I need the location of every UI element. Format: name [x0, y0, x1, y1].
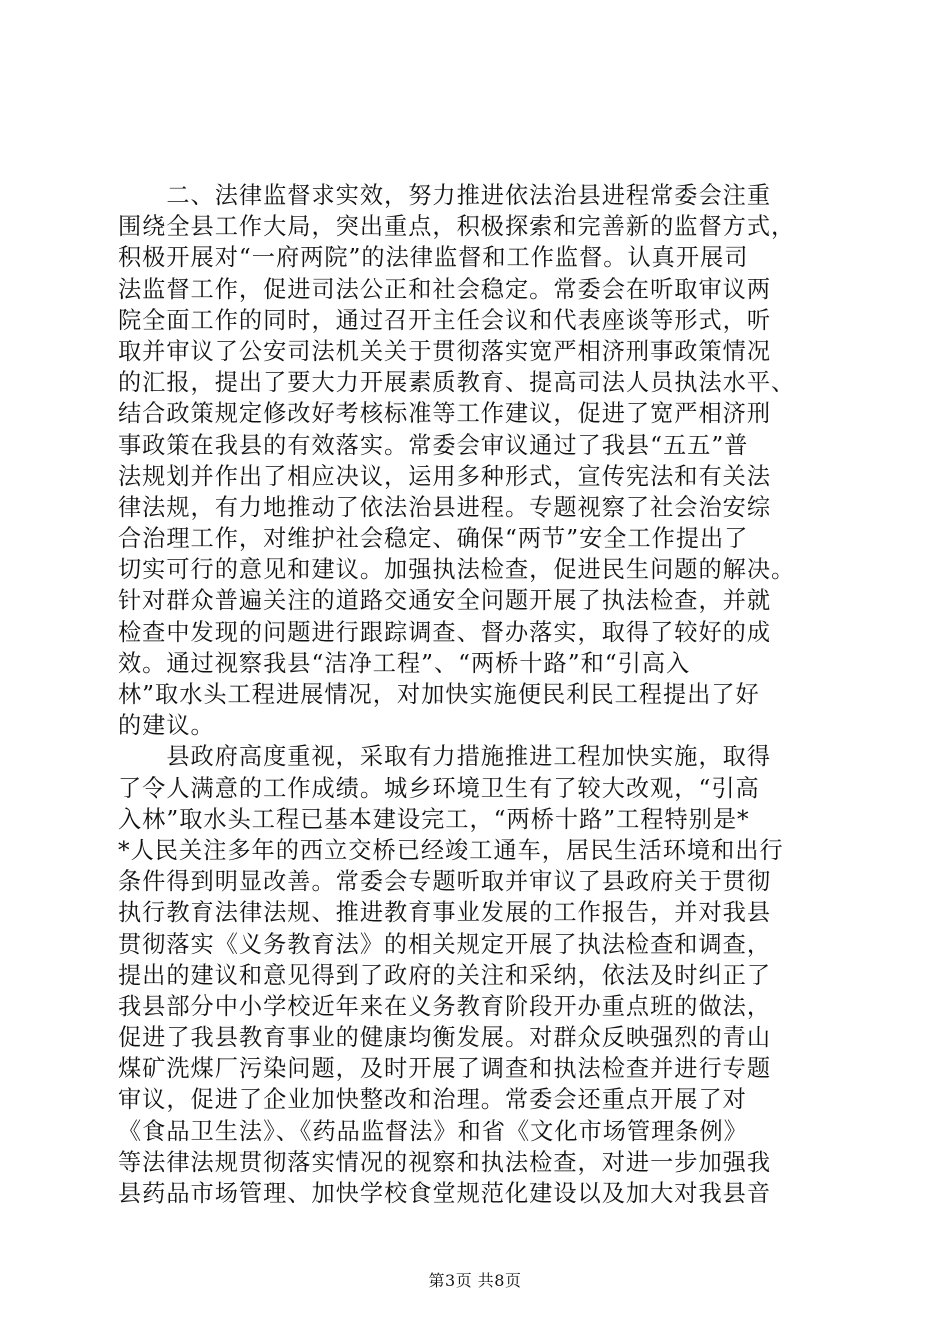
text-line: 律法规，有力地推动了依法治县进程。专题视察了社会治安综: [118, 493, 772, 521]
text-line: 提出的建议和意见得到了政府的关注和采纳，依法及时纠正了: [118, 961, 772, 989]
text-line: 我县部分中小学校近年来在义务教育阶段开办重点班的做法，: [118, 992, 772, 1020]
text-line: 检查中发现的问题进行跟踪调查、督办落实，取得了较好的成: [118, 618, 772, 646]
text-line: 效。通过视察我县“洁净工程”、“两桥十路”和“引高入: [118, 649, 691, 677]
text-line: 煤矿洗煤厂污染问题，及时开展了调查和执法检查并进行专题: [118, 1055, 772, 1083]
text-line: 积极开展对“一府两院”的法律监督和工作监督。认真开展司: [118, 244, 749, 272]
text-line: 条件得到明显改善。常委会专题听取并审议了县政府关于贯彻: [118, 868, 772, 896]
text-line: 等法律法规贯彻落实情况的视察和执法检查，对进一步加强我: [118, 1148, 772, 1176]
text-line: 审议，促进了企业加快整改和治理。常委会还重点开展了对: [118, 1086, 747, 1114]
text-line: 事政策在我县的有效落实。常委会审议通过了我县“五五”普: [118, 431, 749, 459]
text-line: 县药品市场管理、加快学校食堂规范化建设以及加大对我县音: [118, 1180, 772, 1207]
text-line: 林”取水头工程进展情况，对加快实施便民利民工程提出了好: [118, 681, 760, 708]
text-line: *人民关注多年的西立交桥已经竣工通车，居民生活环境和出行: [118, 836, 784, 864]
page-footer: [0, 1268, 950, 1291]
text-line: 执行教育法律法规、推进教育事业发展的工作报告，并对我县: [118, 899, 772, 927]
text-line: 贯彻落实《义务教育法》的相关规定开展了执法检查和调查，: [118, 930, 772, 958]
text-line: 的汇报，提出了要大力开展素质教育、提高司法人员执法水平、: [118, 369, 796, 397]
text-line: 针对群众普遍关注的道路交通安全问题开展了执法检查，并就: [118, 587, 772, 615]
text-line: 入林”取水头工程已基本建设完工，“两桥十路”工程特别是*: [118, 805, 750, 833]
body-text: [118, 180, 838, 1209]
text-line: 了令人满意的工作成绩。城乡环境卫生有了较大改观，“引高: [118, 774, 760, 802]
text-line: 《食品卫生法》、《药品监督法》和省《文化市场管理条例》: [118, 1117, 748, 1145]
page-number: 第3页 共8页: [428, 1271, 522, 1290]
text-line: 二、法律监督求实效，努力推进依法治县进程常委会注重: [118, 182, 772, 209]
text-line: 切实可行的意见和建议。加强执法检查，促进民生问题的解决。: [118, 556, 796, 584]
text-line: 结合政策规定修改好考核标准等工作建议，促进了宽严相济刑: [118, 400, 772, 428]
text-line: 合治理工作，对维护社会稳定、确保“两节”安全工作提出了: [118, 525, 749, 553]
text-line: 县政府高度重视，采取有力措施推进工程加快实施，取得: [118, 743, 772, 771]
text-line: 院全面工作的同时，通过召开主任会议和代表座谈等形式，听: [118, 306, 772, 334]
text-line: 法监督工作，促进司法公正和社会稳定。常委会在听取审议两: [118, 275, 772, 303]
text-line: 围绕全县工作大局，突出重点，积极探索和完善新的监督方式，: [118, 213, 796, 241]
text-line: 法规划并作出了相应决议，运用多种形式，宣传宪法和有关法: [118, 462, 772, 490]
text-line: 的建议。: [118, 712, 215, 740]
text-line: 取并审议了公安司法机关关于贯彻落实宽严相济刑事政策情况: [118, 337, 772, 365]
text-line: 促进了我县教育事业的健康均衡发展。对群众反映强烈的青山: [118, 1024, 772, 1052]
